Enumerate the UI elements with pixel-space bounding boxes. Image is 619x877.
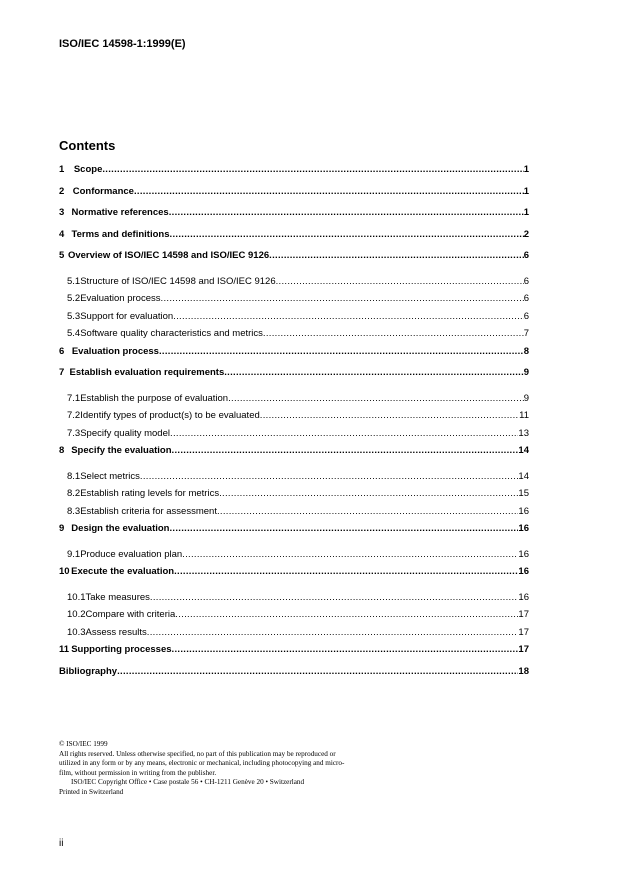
rights-line: utilized in any form or by any means, electronic or mechanical, including photocopying and micro- — [59, 759, 345, 768]
toc-entry-bibliography[interactable]: Bibliography ..... 18 — [59, 666, 529, 688]
toc-entry[interactable]: 7 Establish evaluation requirements ..... 9 — [59, 367, 529, 389]
toc-entry[interactable]: 3 Normative references ..... 1 — [59, 207, 529, 229]
copyright-line: © ISO/IEC 1999 — [59, 740, 108, 748]
copyright-notice — [59, 740, 409, 798]
toc-entry[interactable]: 9 Design the evaluation ..... 16 — [59, 523, 529, 545]
toc-entry[interactable]: 8 Specify the evaluation ..... 14 — [59, 445, 529, 467]
toc-subentry[interactable]: 10.3 Assess results ..... 17 — [59, 627, 529, 645]
toc-entry[interactable]: 1 Scope ..... 1 — [59, 164, 529, 186]
toc-entry[interactable]: 11 Supporting processes ..... 17 — [59, 644, 529, 666]
toc-subentry[interactable]: 7.3 Specify quality model ..... 13 — [59, 428, 529, 446]
contents-heading: Contents — [59, 138, 116, 153]
toc-subentry[interactable]: 8.2 Establish rating levels for metrics ..... 15 — [59, 488, 529, 506]
toc-subentry[interactable]: 7.1 Establish the purpose of evaluation ..... 9 — [59, 393, 529, 411]
toc-entry[interactable]: 10 Execute the evaluation ..... 16 — [59, 566, 529, 588]
page-number: ii — [59, 838, 64, 849]
toc-entry[interactable]: 6 Evaluation process ..... 8 — [59, 346, 529, 368]
toc-subentry[interactable]: 8.1 Select metrics ..... 14 — [59, 471, 529, 489]
toc-subentry[interactable]: 5.4 Software quality characteristics and metrics ..... 7 — [59, 328, 529, 346]
copyright-office: ISO/IEC Copyright Office • Case postale 56 • CH-1211 Genève 20 • Switzerland — [71, 778, 305, 787]
printed-in: Printed in Switzerland — [59, 787, 124, 796]
rights-line: All rights reserved. Unless otherwise specified, no part of this publication may be reproduced or — [59, 749, 336, 758]
toc-entry[interactable]: 2 Conformance ..... 1 — [59, 186, 529, 208]
toc-subentry[interactable]: 10.1 Take measures ..... 16 — [59, 592, 529, 610]
toc-subentry[interactable]: 8.3 Establish criteria for assessment ..... 16 — [59, 506, 529, 524]
rights-line: film, without permission in writing from the publisher. — [59, 768, 217, 777]
toc-subentry[interactable]: 5.3 Support for evaluation ..... 6 — [59, 311, 529, 329]
document-id: ISO/IEC 14598-1:1999(E) — [59, 38, 186, 50]
toc-subentry[interactable]: 5.2 Evaluation process ..... 6 — [59, 293, 529, 311]
toc-subentry[interactable]: 9.1 Produce evaluation plan ..... 16 — [59, 549, 529, 567]
toc-subentry[interactable]: 5.1 Structure of ISO/IEC 14598 and ISO/IEC 9126 ..... 6 — [59, 276, 529, 294]
toc-entry[interactable]: 4 Terms and definitions ..... 2 — [59, 229, 529, 251]
toc-subentry[interactable]: 10.2 Compare with criteria ..... 17 — [59, 609, 529, 627]
toc-entry[interactable]: 5 Overview of ISO/IEC 14598 and ISO/IEC 9126 ..... 6 — [59, 250, 529, 272]
table-of-contents — [59, 164, 529, 687]
toc-subentry[interactable]: 7.2 Identify types of product(s) to be evaluated ..... 11 — [59, 410, 529, 428]
